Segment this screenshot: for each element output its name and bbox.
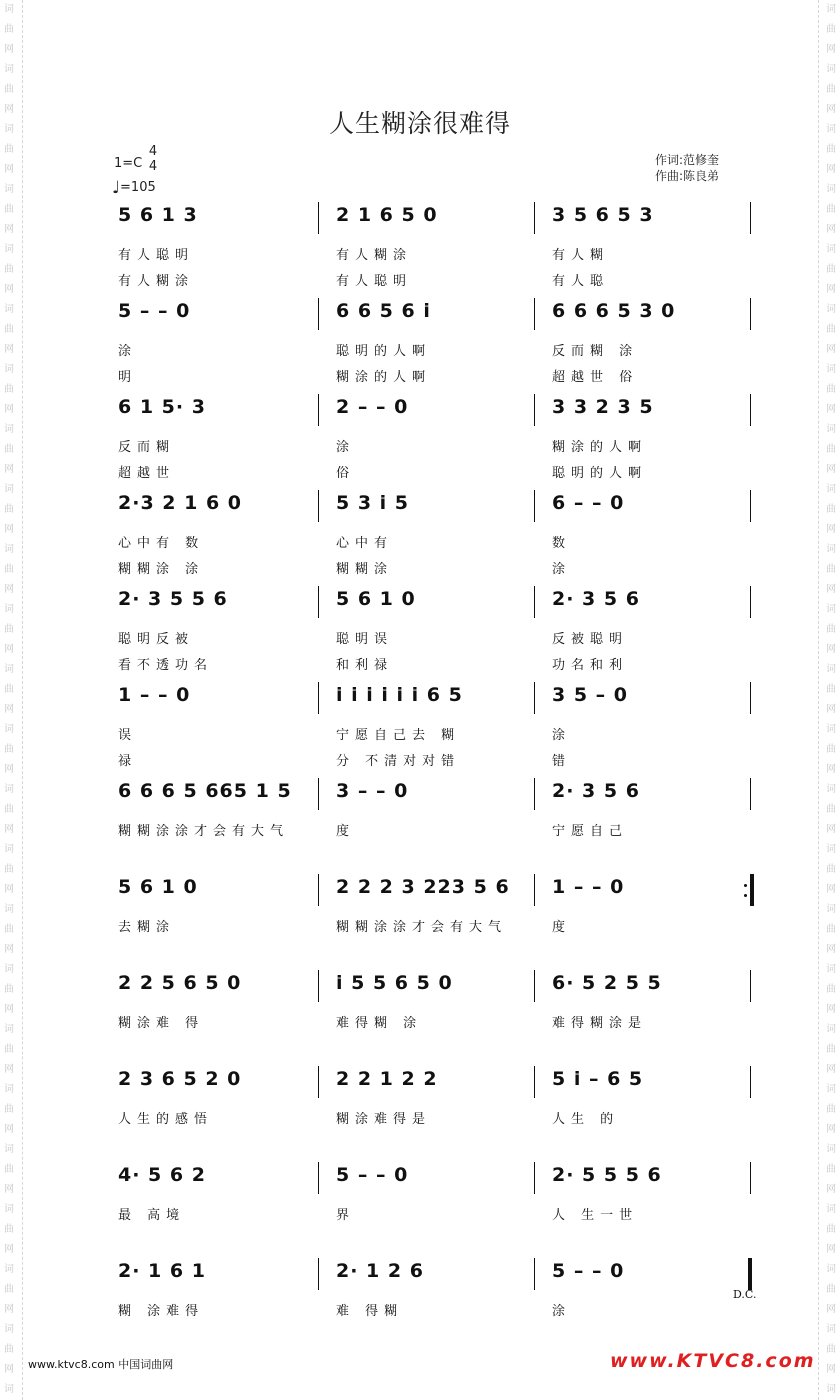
barline — [534, 394, 535, 426]
measure-notes: 2 3 6 5 2 0 — [118, 1068, 242, 1090]
lyric-line: 和利禄 — [336, 658, 394, 673]
watermark-glyph: 网 — [826, 764, 836, 775]
watermark-glyph: 网 — [826, 1244, 836, 1255]
measure-notes: 5 i – 6 5 — [552, 1068, 644, 1090]
score-system — [0, 968, 840, 1064]
watermark-glyph: 网 — [4, 44, 14, 55]
watermark-glyph: 曲 — [826, 204, 836, 215]
watermark-glyph: 网 — [4, 644, 14, 655]
watermark-glyph: 网 — [4, 524, 14, 535]
watermark-glyph: 曲 — [4, 84, 14, 95]
measure-notes: 4· 5 6 2 — [118, 1164, 206, 1186]
tempo-value: =105 — [120, 180, 156, 195]
measure-notes: 6· 5 2 5 5 — [552, 972, 662, 994]
barline — [534, 298, 535, 330]
lyric-line: 看不透功名 — [118, 658, 214, 673]
watermark-glyph: 词 — [4, 484, 14, 495]
watermark-glyph: 曲 — [4, 1284, 14, 1295]
measure-notes: 6 6 6 5 3 0 — [552, 300, 676, 322]
watermark-glyph: 网 — [826, 1004, 836, 1015]
lyric-line: 去糊涂 — [118, 920, 176, 935]
watermark-glyph: 曲 — [4, 624, 14, 635]
watermark-glyph: 词 — [826, 1324, 836, 1335]
watermark-glyph: 网 — [826, 1064, 836, 1075]
watermark-glyph: 词 — [4, 64, 14, 75]
watermark-glyph: 曲 — [4, 204, 14, 215]
measure-notes: 2· 3 5 6 — [552, 780, 640, 802]
lyric-line: 有人聪明 — [336, 274, 413, 289]
measure-notes: 2· 5 5 5 6 — [552, 1164, 662, 1186]
lyric-line: 超越世 — [118, 466, 176, 481]
barline — [318, 778, 319, 810]
lyric-line: 反被聪明 — [552, 632, 629, 647]
lyric-line: 度 — [336, 824, 356, 839]
measure-notes: 6 1 5· 3 — [118, 396, 206, 418]
lyric-line: 最 高境 — [118, 1208, 186, 1223]
measure-notes: 5 – – 0 — [552, 1260, 625, 1282]
measure-notes: 5 3 i 5 — [336, 492, 410, 514]
watermark-glyph: 词 — [826, 64, 836, 75]
watermark-glyph: 词 — [4, 124, 14, 135]
barline — [534, 1066, 535, 1098]
watermark-glyph: 网 — [4, 344, 14, 355]
watermark-glyph: 词 — [826, 784, 836, 795]
watermark-glyph: 网 — [826, 164, 836, 175]
watermark-glyph: 曲 — [826, 384, 836, 395]
lyric-line: 心中有 — [336, 536, 394, 551]
watermark-glyph: 曲 — [826, 324, 836, 335]
lyric-line: 聪明反被 — [118, 632, 195, 647]
lyric-line: 明 — [118, 370, 138, 385]
credits — [655, 152, 719, 184]
barline — [318, 874, 319, 906]
lyric-line: 反而糊 — [118, 440, 176, 455]
measure-notes: 6 6 6 5 665 1 5 — [118, 780, 292, 802]
score-system — [0, 488, 840, 584]
time-signature-bottom: 4 — [148, 159, 158, 174]
time-signature-top: 4 — [148, 144, 158, 159]
barline — [534, 970, 535, 1002]
watermark-glyph: 曲 — [826, 1284, 836, 1295]
watermark-glyph: 词 — [826, 124, 836, 135]
watermark-glyph: 网 — [826, 1304, 836, 1315]
watermark-glyph: 词 — [4, 244, 14, 255]
barline — [750, 394, 751, 426]
watermark-glyph: 曲 — [4, 924, 14, 935]
watermark-glyph: 网 — [4, 1064, 14, 1075]
watermark-glyph: 词 — [4, 844, 14, 855]
watermark-glyph: 网 — [4, 1184, 14, 1195]
barline — [534, 490, 535, 522]
watermark-glyph: 词 — [826, 604, 836, 615]
watermark-glyph: 词 — [826, 1024, 836, 1035]
repeat-dots — [744, 874, 748, 906]
watermark-glyph: 词 — [4, 544, 14, 555]
measure-notes: 3 5 – 0 — [552, 684, 629, 706]
watermark-glyph: 曲 — [4, 564, 14, 575]
measure-notes: 2· 1 2 6 — [336, 1260, 424, 1282]
watermark-glyph: 词 — [4, 304, 14, 315]
lyric-line: 禄 — [118, 754, 138, 769]
measure-notes: 2· 1 6 1 — [118, 1260, 206, 1282]
barline — [318, 394, 319, 426]
watermark-glyph: 曲 — [4, 324, 14, 335]
measure-notes: 2 2 2 3 223 5 6 — [336, 876, 510, 898]
barline — [318, 1066, 319, 1098]
lyric-line: 涂 — [336, 440, 356, 455]
barline — [534, 1258, 535, 1290]
footer-logo: www.KTVC8.com — [610, 1350, 816, 1372]
watermark-glyph: 曲 — [4, 744, 14, 755]
watermark-glyph: 词 — [4, 664, 14, 675]
score-system — [0, 680, 840, 776]
measure-notes: 3 5 6 5 3 — [552, 204, 654, 226]
watermark-glyph: 网 — [826, 284, 836, 295]
barline — [750, 490, 751, 522]
lyric-line: 涂 — [552, 728, 572, 743]
watermark-glyph: 网 — [4, 824, 14, 835]
lyric-line: 涂 — [552, 562, 572, 577]
lyric-line: 糊糊涂涂才会有大气 — [336, 920, 508, 935]
lyric-line: 糊 涂难得 — [118, 1304, 205, 1319]
barline — [534, 1162, 535, 1194]
score-system — [0, 296, 840, 392]
lyric-line: 聪明的人啊 — [552, 466, 648, 481]
lyric-line: 糊糊涂涂才会有大气 — [118, 824, 290, 839]
barline — [534, 874, 535, 906]
watermark-glyph: 曲 — [826, 1164, 836, 1175]
watermark-glyph: 网 — [826, 524, 836, 535]
watermark-glyph: 词 — [826, 904, 836, 915]
watermark-glyph: 词 — [4, 1204, 14, 1215]
lyric-line: 涂 — [552, 1304, 572, 1319]
watermark-glyph: 词 — [826, 1204, 836, 1215]
lyric-line: 超越世 俗 — [552, 370, 639, 385]
watermark-glyph: 网 — [4, 104, 14, 115]
barline — [750, 682, 751, 714]
song-title: 人生糊涂很难得 — [328, 109, 511, 138]
watermark-glyph: 网 — [826, 644, 836, 655]
watermark-glyph: 曲 — [826, 144, 836, 155]
watermark-glyph: 曲 — [4, 984, 14, 995]
watermark-glyph: 曲 — [4, 384, 14, 395]
watermark-glyph: 词 — [826, 484, 836, 495]
barline — [318, 298, 319, 330]
lyric-line: 功名和利 — [552, 658, 629, 673]
watermark-glyph: 网 — [826, 224, 836, 235]
watermark-glyph: 曲 — [4, 264, 14, 275]
watermark-glyph: 曲 — [826, 804, 836, 815]
watermark-glyph: 词 — [4, 364, 14, 375]
watermark-glyph: 词 — [826, 964, 836, 975]
watermark-glyph: 网 — [4, 884, 14, 895]
score-system — [0, 584, 840, 680]
tempo-marking — [112, 178, 156, 198]
watermark-glyph: 曲 — [826, 564, 836, 575]
composer-credit: 作曲:陈良弟 — [655, 169, 720, 183]
measure-notes: 2 2 1 2 2 — [336, 1068, 438, 1090]
measure-notes: 2 2 5 6 5 0 — [118, 972, 242, 994]
watermark-glyph: 曲 — [4, 444, 14, 455]
lyric-line: 有人聪明 — [118, 248, 195, 263]
measure-notes: 5 – – 0 — [336, 1164, 409, 1186]
barline — [318, 970, 319, 1002]
watermark-glyph: 网 — [826, 884, 836, 895]
measure-notes: 2 – – 0 — [336, 396, 409, 418]
lyric-line: 有人糊 — [552, 248, 610, 263]
lyric-line: 数 — [552, 536, 572, 551]
lyric-line: 聪明误 — [336, 632, 394, 647]
watermark-glyph: 曲 — [826, 24, 836, 35]
lyric-line: 俗 — [336, 466, 356, 481]
barline — [318, 490, 319, 522]
watermark-glyph: 曲 — [826, 1344, 836, 1355]
watermark-glyph: 词 — [826, 1264, 836, 1275]
watermark-glyph: 曲 — [826, 264, 836, 275]
watermark-glyph: 曲 — [4, 1224, 14, 1235]
measure-notes: 2· 3 5 5 6 — [118, 588, 228, 610]
lyric-line: 度 — [552, 920, 572, 935]
lyric-line: 难 得糊 — [336, 1304, 404, 1319]
watermark-glyph: 网 — [4, 1364, 14, 1375]
lyric-line: 界 — [336, 1208, 356, 1223]
watermark-glyph: 词 — [826, 844, 836, 855]
watermark-glyph: 网 — [826, 824, 836, 835]
watermark-glyph: 网 — [4, 1304, 14, 1315]
watermark-glyph: 曲 — [826, 1044, 836, 1055]
repeat-barline — [750, 874, 754, 906]
lyric-line: 难得糊 涂 — [336, 1016, 423, 1031]
watermark-glyph: 词 — [4, 424, 14, 435]
watermark-glyph: 词 — [826, 244, 836, 255]
measure-notes: 5 6 1 3 — [118, 204, 198, 226]
quarter-note-icon: ♩ — [112, 178, 121, 198]
lyric-line: 难得糊涂是 — [552, 1016, 648, 1031]
lyric-line: 糊涂难 得 — [118, 1016, 205, 1031]
lyric-line: 分 不清对对错 — [336, 754, 461, 769]
watermark-glyph: 词 — [826, 544, 836, 555]
watermark-glyph: 曲 — [4, 1164, 14, 1175]
barline — [318, 202, 319, 234]
watermark-glyph: 词 — [4, 904, 14, 915]
barline — [750, 970, 751, 1002]
score-system — [0, 1064, 840, 1160]
score-system — [0, 1256, 840, 1352]
watermark-glyph: 网 — [826, 344, 836, 355]
watermark-glyph: 词 — [826, 4, 836, 15]
watermark-glyph: 词 — [4, 184, 14, 195]
measure-notes: i i i i i i 6 5 — [336, 684, 463, 706]
watermark-glyph: 词 — [4, 1024, 14, 1035]
barline — [318, 1258, 319, 1290]
watermark-glyph: 曲 — [4, 1104, 14, 1115]
watermark-glyph: 词 — [4, 1084, 14, 1095]
watermark-glyph: 词 — [4, 1264, 14, 1275]
watermark-glyph: 曲 — [4, 24, 14, 35]
watermark-glyph: 词 — [4, 604, 14, 615]
watermark-glyph: 词 — [4, 1324, 14, 1335]
measure-notes: 2· 3 5 6 — [552, 588, 640, 610]
barline — [750, 586, 751, 618]
watermark-glyph: 词 — [826, 304, 836, 315]
watermark-glyph: 词 — [826, 664, 836, 675]
watermark-glyph: 网 — [4, 1004, 14, 1015]
barline — [318, 586, 319, 618]
lyricist-credit: 作词:范修奎 — [655, 153, 720, 167]
watermark-glyph: 词 — [826, 364, 836, 375]
barline — [750, 298, 751, 330]
watermark-glyph: 曲 — [826, 924, 836, 935]
time-signature — [146, 144, 160, 174]
watermark-glyph: 曲 — [826, 1224, 836, 1235]
watermark-glyph: 网 — [4, 764, 14, 775]
watermark-glyph: 曲 — [4, 144, 14, 155]
watermark-glyph: 曲 — [4, 1044, 14, 1055]
measure-notes: 3 – – 0 — [336, 780, 409, 802]
watermark-glyph: 曲 — [4, 804, 14, 815]
barline — [750, 1162, 751, 1194]
score-system — [0, 392, 840, 488]
watermark-glyph: 词 — [4, 4, 14, 15]
barline — [534, 778, 535, 810]
measure-notes: i 5 5 6 5 0 — [336, 972, 453, 994]
lyric-line: 聪明的人啊 — [336, 344, 432, 359]
watermark-glyph: 曲 — [826, 84, 836, 95]
score-system — [0, 200, 840, 296]
watermark-glyph: 曲 — [4, 684, 14, 695]
watermark-glyph: 词 — [4, 1144, 14, 1155]
lyric-line: 有人糊涂 — [118, 274, 195, 289]
watermark-glyph: 网 — [4, 584, 14, 595]
watermark-glyph: 曲 — [4, 504, 14, 515]
watermark-glyph: 曲 — [826, 1104, 836, 1115]
lyric-line: 糊糊涂 涂 — [118, 562, 205, 577]
footer-site-text: www.ktvc8.com 中国词曲网 — [28, 1358, 174, 1371]
measure-notes: 5 6 1 0 — [336, 588, 416, 610]
lyric-line: 糊涂的人啊 — [336, 370, 432, 385]
lyric-line: 误 — [118, 728, 138, 743]
watermark-glyph: 网 — [826, 464, 836, 475]
watermark-glyph: 词 — [826, 1144, 836, 1155]
watermark-glyph: 词 — [826, 1084, 836, 1095]
dc-mark: D.C. — [733, 1288, 757, 1301]
watermark-glyph: 网 — [826, 404, 836, 415]
lyric-line: 人生 的 — [552, 1112, 620, 1127]
score-system — [0, 1160, 840, 1256]
watermark-glyph: 网 — [4, 284, 14, 295]
lyric-line: 糊糊涂 — [336, 562, 394, 577]
watermark-glyph: 曲 — [4, 1344, 14, 1355]
measure-notes: 6 6 5 6 i — [336, 300, 431, 322]
score-system — [0, 872, 840, 968]
watermark-glyph: 词 — [4, 784, 14, 795]
watermark-glyph: 网 — [4, 164, 14, 175]
watermark-glyph: 网 — [826, 1124, 836, 1135]
lyric-line: 糊涂的人啊 — [552, 440, 648, 455]
lyric-line: 心中有 数 — [118, 536, 205, 551]
barline — [750, 1066, 751, 1098]
watermark-glyph: 网 — [826, 1364, 836, 1375]
watermark-glyph: 网 — [4, 404, 14, 415]
watermark-glyph: 曲 — [826, 504, 836, 515]
lyric-line: 错 — [552, 754, 572, 769]
key-signature: 1=C — [114, 156, 143, 171]
lyric-line: 人生的感悟 — [118, 1112, 214, 1127]
watermark-glyph: 词 — [826, 184, 836, 195]
lyric-line: 宁愿自己去 糊 — [336, 728, 461, 743]
lyric-line: 有人聪 — [552, 274, 610, 289]
watermark-glyph: 网 — [826, 44, 836, 55]
watermark-glyph: 网 — [4, 944, 14, 955]
watermark-glyph: 网 — [826, 1184, 836, 1195]
watermark-glyph: 曲 — [826, 744, 836, 755]
lyric-line: 反而糊 涂 — [552, 344, 639, 359]
watermark-glyph: 网 — [826, 704, 836, 715]
lyric-line: 糊涂难得是 — [336, 1112, 432, 1127]
measure-notes: 5 6 1 0 — [118, 876, 198, 898]
watermark-glyph: 曲 — [826, 984, 836, 995]
watermark-glyph: 曲 — [826, 864, 836, 875]
barline — [534, 682, 535, 714]
watermark-glyph: 网 — [826, 104, 836, 115]
barline — [318, 682, 319, 714]
watermark-glyph: 词 — [826, 1384, 836, 1395]
watermark-glyph: 词 — [4, 964, 14, 975]
watermark-glyph: 词 — [4, 724, 14, 735]
watermark-glyph: 网 — [4, 224, 14, 235]
barline — [750, 202, 751, 234]
watermark-glyph: 曲 — [826, 624, 836, 635]
barline — [318, 1162, 319, 1194]
measure-notes: 1 – – 0 — [118, 684, 191, 706]
watermark-glyph: 网 — [826, 584, 836, 595]
barline — [534, 202, 535, 234]
score-system — [0, 776, 840, 872]
watermark-glyph: 词 — [826, 724, 836, 735]
lyric-line: 宁愿自己 — [552, 824, 629, 839]
measure-notes: 2 1 6 5 0 — [336, 204, 438, 226]
lyric-line: 有人糊涂 — [336, 248, 413, 263]
measure-notes: 2·3 2 1 6 0 — [118, 492, 242, 514]
barline — [534, 586, 535, 618]
lyric-line: 涂 — [118, 344, 138, 359]
watermark-glyph: 网 — [4, 704, 14, 715]
watermark-glyph: 曲 — [826, 444, 836, 455]
lyric-line: 人 生一世 — [552, 1208, 639, 1223]
watermark-glyph: 曲 — [4, 864, 14, 875]
watermark-glyph: 词 — [4, 1384, 14, 1395]
final-barline — [748, 1258, 752, 1290]
measure-notes: 1 – – 0 — [552, 876, 625, 898]
watermark-glyph: 网 — [4, 1244, 14, 1255]
watermark-glyph: 网 — [4, 464, 14, 475]
watermark-glyph: 词 — [826, 424, 836, 435]
watermark-glyph: 网 — [826, 944, 836, 955]
measure-notes: 5 – – 0 — [118, 300, 191, 322]
watermark-glyph: 曲 — [826, 684, 836, 695]
measure-notes: 3 3 2 3 5 — [552, 396, 654, 418]
watermark-glyph: 网 — [4, 1124, 14, 1135]
measure-notes: 6 – – 0 — [552, 492, 625, 514]
barline — [750, 778, 751, 810]
